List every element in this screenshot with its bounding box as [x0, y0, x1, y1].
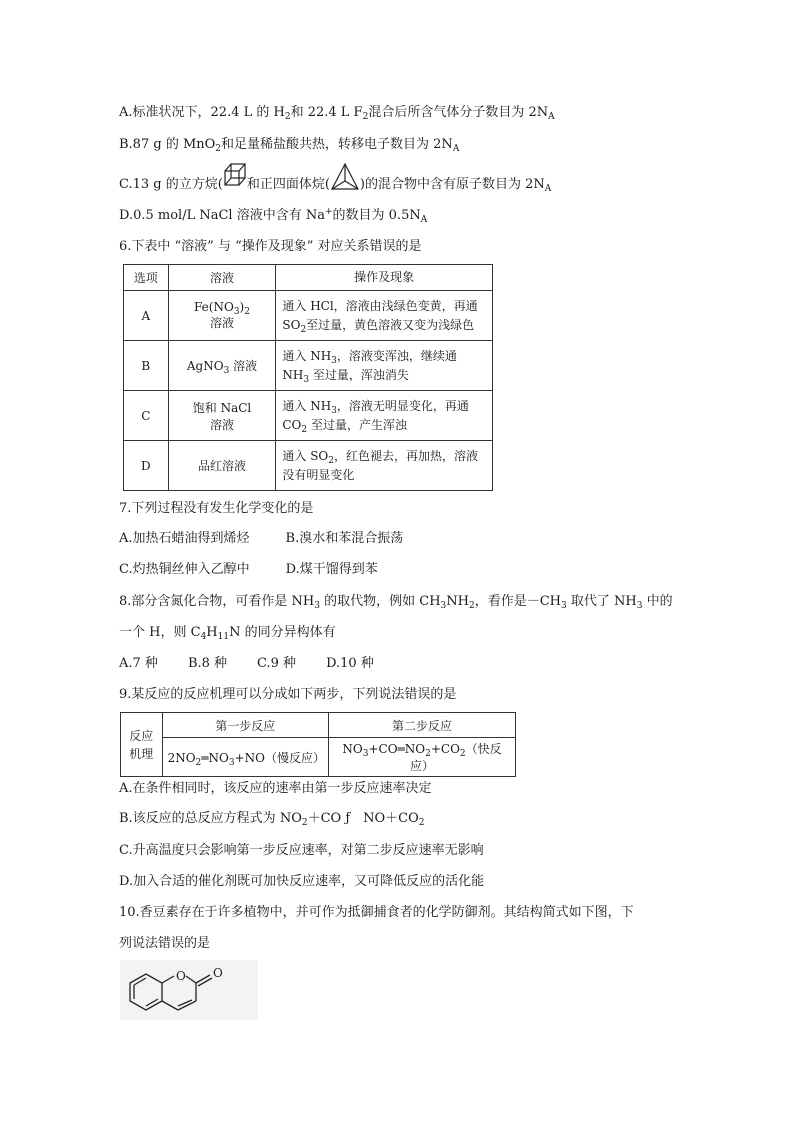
- ring-oxygen-label: O: [176, 969, 186, 983]
- carbonyl-oxygen-label: O: [213, 966, 223, 980]
- q8-option-b: B.8 种: [187, 656, 228, 671]
- q7-option-c: C.灼热铜丝伸入乙醇中: [119, 562, 250, 577]
- q8-options: [119, 655, 404, 673]
- q6-header-solution: 溶液: [168, 265, 276, 291]
- q6-row-a-solution: $Fe(NO_3)_2$ 溶液: [168, 291, 276, 341]
- q9-mechanism-table: [120, 712, 516, 777]
- cubane-structure-icon: [223, 160, 247, 192]
- q8-option-c: C.9 种: [257, 656, 297, 671]
- q6-row-d: [124, 441, 493, 491]
- q6-header-operation: 操作及现象: [276, 265, 493, 291]
- q8-option-d: D.10 种: [326, 656, 374, 671]
- q9-step2-header: 第二步反应: [329, 713, 516, 738]
- q9-stem: 9.某反应的反应机理可以分成如下两步，下列说法错误的是: [119, 687, 457, 702]
- q10-stem-line1: 10.香豆素存在于许多植物中，并可作为抵御捕食者的化学防御剂。其结构简式如下图，下: [119, 905, 634, 920]
- coumarin-structure-icon: [120, 960, 258, 1020]
- q6-row-c-operation: 通入 $NH_3$，溶液无明显变化，再通 $CO_2$ 至过量，产生浑浊: [276, 391, 493, 441]
- q6-row-d-solution: 品红溶液: [168, 441, 276, 491]
- q6-row-c-solution: 饱和 NaCl 溶液: [168, 391, 276, 441]
- q7-option-a: A.加热石蜡油得到烯烃: [119, 531, 250, 546]
- q9-option-c: C.升高温度只会影响第一步反应速率，对第二步反应速率无影响: [119, 843, 484, 858]
- q6-row-b-solution: AgNO$_3$ 溶液: [168, 341, 276, 391]
- q5-option-a: A.标准状况下，22.4 L 的 $H_2$和 22.4 L $F_2$混合后所含气体分子数目为 $2N_A$: [119, 105, 555, 122]
- q6-header-option: 选项: [124, 265, 169, 291]
- q7-option-b: B.溴水和苯混合振荡: [285, 531, 404, 546]
- q6-row-a-operation: 通入 HCl，溶液由浅绿色变黄，再通 $SO_2$至过量，黄色溶液又变为浅绿色: [276, 291, 493, 341]
- q7-stem: 7.下列过程没有发生化学变化的是: [119, 501, 314, 516]
- q5-option-d: D.0.5 mol/L NaCl 溶液中含有 Na+的数目为 $0.5N_A$: [119, 207, 428, 225]
- q9-step2-equation: $NO_3+CO═NO_2+CO_2$（快反应）: [329, 738, 516, 777]
- q7-options-cd: [119, 561, 378, 579]
- q9-label-cell: 反应 机理: [121, 713, 163, 777]
- q6-row-a-option: A: [124, 291, 169, 341]
- q5-option-c: C.13 g 的立方烷( 和正四面体烷( )的混合物中含有原子数目为 $2N_A$: [119, 176, 551, 194]
- q6-row-b: [124, 341, 493, 391]
- q6-row-b-option: B: [124, 341, 169, 391]
- tetrahedrane-structure-icon: [330, 162, 360, 192]
- q7-options-ab: [119, 530, 403, 548]
- q6-header-row: [124, 265, 493, 291]
- q8-option-a: A.7 种: [119, 656, 158, 671]
- q6-table: [123, 264, 493, 491]
- q6-stem: 6.下表中 “溶液” 与 “操作及现象” 对应关系错误的是: [119, 239, 422, 254]
- q6-row-a: [124, 291, 493, 341]
- q9-option-a: A.在条件相同时，该反应的速率由第一步反应速率决定: [119, 781, 432, 796]
- q9-option-b: B.该反应的总反应方程式为 $NO_2+CO$ ƒ $NO+CO_2$: [119, 811, 425, 828]
- q9-step1-equation: $2NO_2═NO_3+NO$（慢反应）: [162, 738, 329, 777]
- q6-row-d-operation: 通入 $SO_2$，红色褪去，再加热，溶液没有明显变化: [276, 441, 493, 491]
- q8-stem-line1: 8.部分含氮化合物，可看作是 $NH_3$ 的取代物，例如 $CH_3NH_2$，看作是$-CH_3$ 取代了 $NH_3$ 中的: [119, 594, 673, 611]
- q6-row-d-option: D: [124, 441, 169, 491]
- q7-option-d: D.煤干馏得到苯: [285, 562, 378, 577]
- q5-option-b: B.87 g 的 MnO$_2$和足量稀盐酸共热，转移电子数目为 $2N_A$: [119, 137, 460, 154]
- q6-row-c: [124, 391, 493, 441]
- q6-row-b-operation: 通入 $NH_3$，溶液变浑浊，继续通 $NH_3$ 至过量，浑浊消失: [276, 341, 493, 391]
- q10-stem-line2: 列说法错误的是: [119, 936, 211, 951]
- q9-option-d: D.加入合适的催化剂既可加快反应速率，又可降低反应的活化能: [119, 874, 485, 889]
- q8-stem-line2: 一个 H，则 $C_4H_{11}N$ 的同分异构体有: [119, 625, 336, 642]
- q6-row-c-option: C: [124, 391, 169, 441]
- q9-step1-header: 第一步反应: [162, 713, 329, 738]
